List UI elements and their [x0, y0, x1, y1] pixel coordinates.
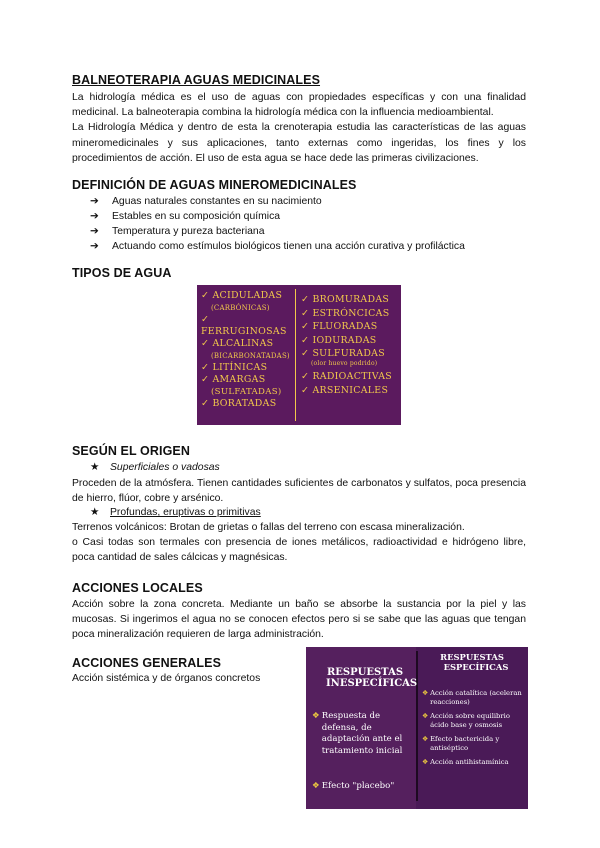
arrow-icon: ➔	[90, 211, 99, 222]
check-icon: ✓	[201, 314, 210, 325]
generales-heading: ACCIONES GENERALES	[72, 656, 222, 670]
list-item: ➔ Estables en su composición química	[90, 211, 281, 222]
diamond-icon: ❖	[422, 712, 429, 720]
intro-section	[72, 90, 526, 166]
list-item: ❖ Respuesta de defensa, de adaptación ante el tratamiento inicial	[312, 711, 403, 756]
tipo-item: ✓ ESTRÓNCICAS	[301, 307, 390, 319]
arrow-icon: ➔	[90, 241, 99, 252]
tipo-item: ✓ RADIOACTIVAS	[301, 371, 392, 382]
star-icon: ★	[90, 462, 100, 473]
intro-paragraph: La hidrología médica es el uso de aguas con propiedades específicas y con una finalidad medicinal. La balneoterapia combina la hidrología médica con la influencia medioambiental.	[72, 92, 526, 119]
tipos-heading: TIPOS DE AGUA	[72, 266, 172, 280]
list-item: ❖ Acción antihistamínica	[422, 758, 509, 766]
list-item: ❖ Acción catalítica (aceleran reacciones)	[422, 689, 522, 706]
locales-text: Acción sobre la zona concreta. Mediante un baño se absorbe la sustancia por la piel y las mucosas. Si ingerimos el agua no se conocen efectos pero si se sabe que las aguas que tengan poca mineralización requieren de larga administración.	[72, 599, 526, 641]
origen-heading: SEGÚN EL ORIGEN	[72, 444, 190, 458]
inespecificas-list	[312, 711, 412, 793]
check-icon: ✓	[301, 348, 310, 359]
diamond-icon: ❖	[422, 689, 429, 697]
diamond-icon: ❖	[422, 758, 429, 766]
tipos-left-column	[201, 290, 295, 410]
check-icon: ✓	[301, 321, 310, 332]
tipo-item: ✓ ACIDULADAS (CARBÓNICAS)	[201, 290, 283, 312]
tipo-item: ✓ LITÍNICAS	[201, 362, 268, 373]
check-icon: ✓	[301, 384, 310, 396]
tipo-item: ✓ FERRUGINOSAS	[201, 314, 287, 337]
check-icon: ✓	[301, 294, 310, 305]
especificas-list	[422, 689, 526, 767]
list-item: ➔ Aguas naturales constantes en su nacimiento	[90, 196, 322, 207]
tipo-item: ✓ IODURADAS	[301, 334, 377, 346]
diamond-icon: ❖	[312, 781, 320, 791]
diamond-icon: ❖	[312, 711, 320, 721]
list-item: ➔ Temperatura y pureza bacteriana	[90, 226, 265, 237]
list-item: ❖ Efecto bactericida y antiséptico	[422, 735, 500, 752]
tipo-item: ✓ ARSENICALES	[301, 384, 389, 396]
tipo-item: ✓ BORATADAS	[201, 398, 277, 409]
check-icon: ✓	[201, 362, 210, 373]
page-title: BALNEOTERAPIA AGUAS MEDICINALES	[72, 73, 321, 87]
definicion-heading: DEFINICIÓN DE AGUAS MINEROMEDICINALES	[72, 178, 357, 192]
tipo-item: ✓ BROMURADAS	[301, 294, 390, 305]
check-icon: ✓	[201, 398, 210, 409]
generales-text: Acción sistémica y de órganos concretos	[72, 673, 261, 684]
generales-slide-image	[306, 647, 528, 809]
locales-heading: ACCIONES LOCALES	[72, 581, 203, 595]
check-icon: ✓	[201, 374, 210, 385]
tipo-item: ✓ SULFURADAS (olor huevo podrido)	[301, 348, 385, 367]
slide-divider	[416, 651, 418, 801]
check-icon: ✓	[201, 338, 210, 349]
arrow-icon: ➔	[90, 196, 99, 207]
definicion-list	[90, 194, 530, 254]
check-icon: ✓	[301, 307, 310, 319]
list-item: ❖ Efecto "placebo"	[312, 781, 395, 791]
tipo-item: ✓ ALCALINAS (BICARBONATADAS)	[201, 338, 290, 360]
check-icon: ✓	[201, 290, 210, 301]
tipos-right-column	[301, 293, 399, 397]
inespecificas-title: RESPUESTAS INESPECÍFICAS	[326, 667, 418, 689]
tipos-slide-image	[197, 285, 401, 425]
origen-text-1: Proceden de la atmósfera. Tienen cantidades suficientes de carbonatos y sulfatos, poca presencia de hierro, flúor, cobre y arsénico.	[72, 478, 526, 505]
star-icon: ★	[90, 507, 100, 518]
tipo-item: ✓ FLUORADAS	[301, 321, 378, 332]
check-icon: ✓	[301, 334, 310, 346]
origen-text-2: Terrenos volcánicos: Brotan de grietas o fallas del terreno con escasa mineralización. o Casi todas son termales con presencia de iones metálicos, radioactividad e hidrógeno libre, poca cantidad de sales cálcicas y magnésicas.	[72, 522, 526, 564]
diamond-icon: ❖	[422, 735, 429, 743]
list-item: ❖ Acción sobre equilibrio ácido base y osmosis	[422, 712, 510, 729]
list-item: ➔ Actuando como estímulos biológicos tienen una acción curativa y profiláctica	[90, 241, 465, 252]
intro-paragraph: La Hidrología Médica y dentro de esta la crenoterapia estudia las características de las aguas mineromedicinales y sus aplicaciones, tanto externas como ingeridas, los fines y los procedimientos de acción. El uso de esta agua se hace dede las primeras civilizaciones.	[72, 122, 526, 164]
slide-divider	[295, 289, 296, 421]
arrow-icon: ➔	[90, 226, 99, 237]
origen-subheading-2: ★ Profundas, eruptivas o primitivas	[90, 507, 261, 518]
origen-subheading-1: ★ Superficiales o vadosas	[90, 462, 220, 473]
check-icon: ✓	[301, 371, 310, 382]
especificas-title: RESPUESTAS ESPECÍFICAS	[440, 652, 509, 672]
tipo-item: ✓ AMARGAS (SULFATADAS)	[201, 374, 282, 397]
